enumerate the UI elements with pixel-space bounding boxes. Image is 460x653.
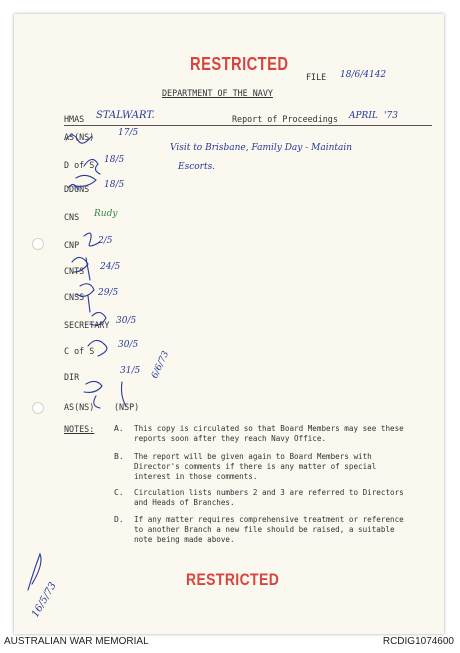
file-label: FILE [306, 72, 327, 82]
signature-stroke [76, 284, 94, 297]
circulation-initial: 2/5 [98, 236, 113, 246]
signature-stroke [88, 340, 107, 356]
circulation-label: D of S [64, 160, 95, 170]
circulation-initial: 30/5 [118, 340, 139, 350]
note-letter: B. [114, 452, 124, 461]
notes-heading: NOTES: [64, 424, 95, 434]
signature-stroke [28, 554, 41, 590]
note-text: The report will be given again to Board Members with Director's comments if there is any matter of special interest in those comments. [134, 452, 377, 481]
circulation-initial: 30/5 [116, 316, 137, 326]
note-text: This copy is circulated so that Board Members may see these reports soon after they reach Navy Office. [134, 424, 404, 443]
circulation-label: CNS [64, 212, 80, 222]
restricted-stamp-top: RESTRICTED [190, 54, 289, 74]
margin-date-note: 16/5/73 [30, 580, 59, 620]
circulation-initial: 17/5 [118, 128, 139, 138]
signature-stroke [84, 233, 100, 246]
circulation-label: CNP [64, 240, 80, 250]
report-month: APRIL [349, 111, 378, 121]
circulation-initial: Rudy [94, 209, 118, 219]
handwritten-summary-line1: Visit to Brisbane, Family Day - Maintain [170, 143, 353, 153]
restricted-stamp-bottom: RESTRICTED [186, 570, 280, 589]
note-letter: C. [114, 488, 124, 497]
signature-stroke [66, 135, 92, 143]
circulation-label: AS(NS) [64, 402, 95, 412]
circulation-initial: 18/5 [104, 180, 125, 190]
signature-stroke [84, 381, 102, 392]
hmas-label: HMAS [64, 114, 85, 124]
signature-stroke [74, 175, 96, 186]
circulation-label: DIR [64, 372, 80, 382]
circulation-label: CNTS [64, 266, 85, 276]
ship-name: STALWART. [96, 110, 155, 121]
footer-reference: RCDIG1074600 [382, 636, 454, 647]
signature-stroke [122, 382, 127, 406]
circulation-initial: 24/5 [100, 262, 121, 272]
circulation-label: C of S [64, 346, 95, 356]
report-label: Report of Proceedings [232, 114, 338, 124]
circulation-initial: 18/5 [104, 155, 125, 165]
note-text: Circulation lists numbers 2 and 3 are referred to Directors and Heads of Branches. [134, 488, 404, 507]
signature-stroke [94, 396, 100, 408]
circulation-label: SECRETARY [64, 320, 110, 330]
circulation-suffix: (NSP) [114, 402, 140, 412]
note-text: If any matter requires comprehensive treatment or reference to another Branch a new file should be raised, a suitable note being made above. [134, 515, 404, 544]
note-letter: D. [114, 515, 124, 524]
handwritten-summary-line2: Escorts. [178, 162, 216, 172]
signature-stroke [84, 159, 100, 174]
signature-stroke [86, 258, 90, 280]
note-letter: A. [114, 424, 124, 433]
report-year: '73 [384, 111, 398, 121]
circulation-initial: 29/5 [98, 288, 119, 298]
file-number: 18/6/4142 [340, 70, 387, 80]
late-initial: 6/6/73 [150, 349, 172, 381]
circulation-label: CNSS [64, 292, 85, 302]
footer-source: AUSTRALIAN WAR MEMORIAL [4, 636, 149, 647]
circulation-label: DDONS [64, 184, 90, 194]
department-heading: DEPARTMENT OF THE NAVY [162, 88, 273, 98]
signature-stroke [88, 296, 90, 312]
circulation-initial: 31/5 [120, 366, 141, 376]
signature-stroke [68, 184, 78, 190]
signature-stroke [72, 257, 88, 272]
signature-stroke [90, 312, 106, 325]
circulation-label: AS(NS) [64, 132, 95, 142]
